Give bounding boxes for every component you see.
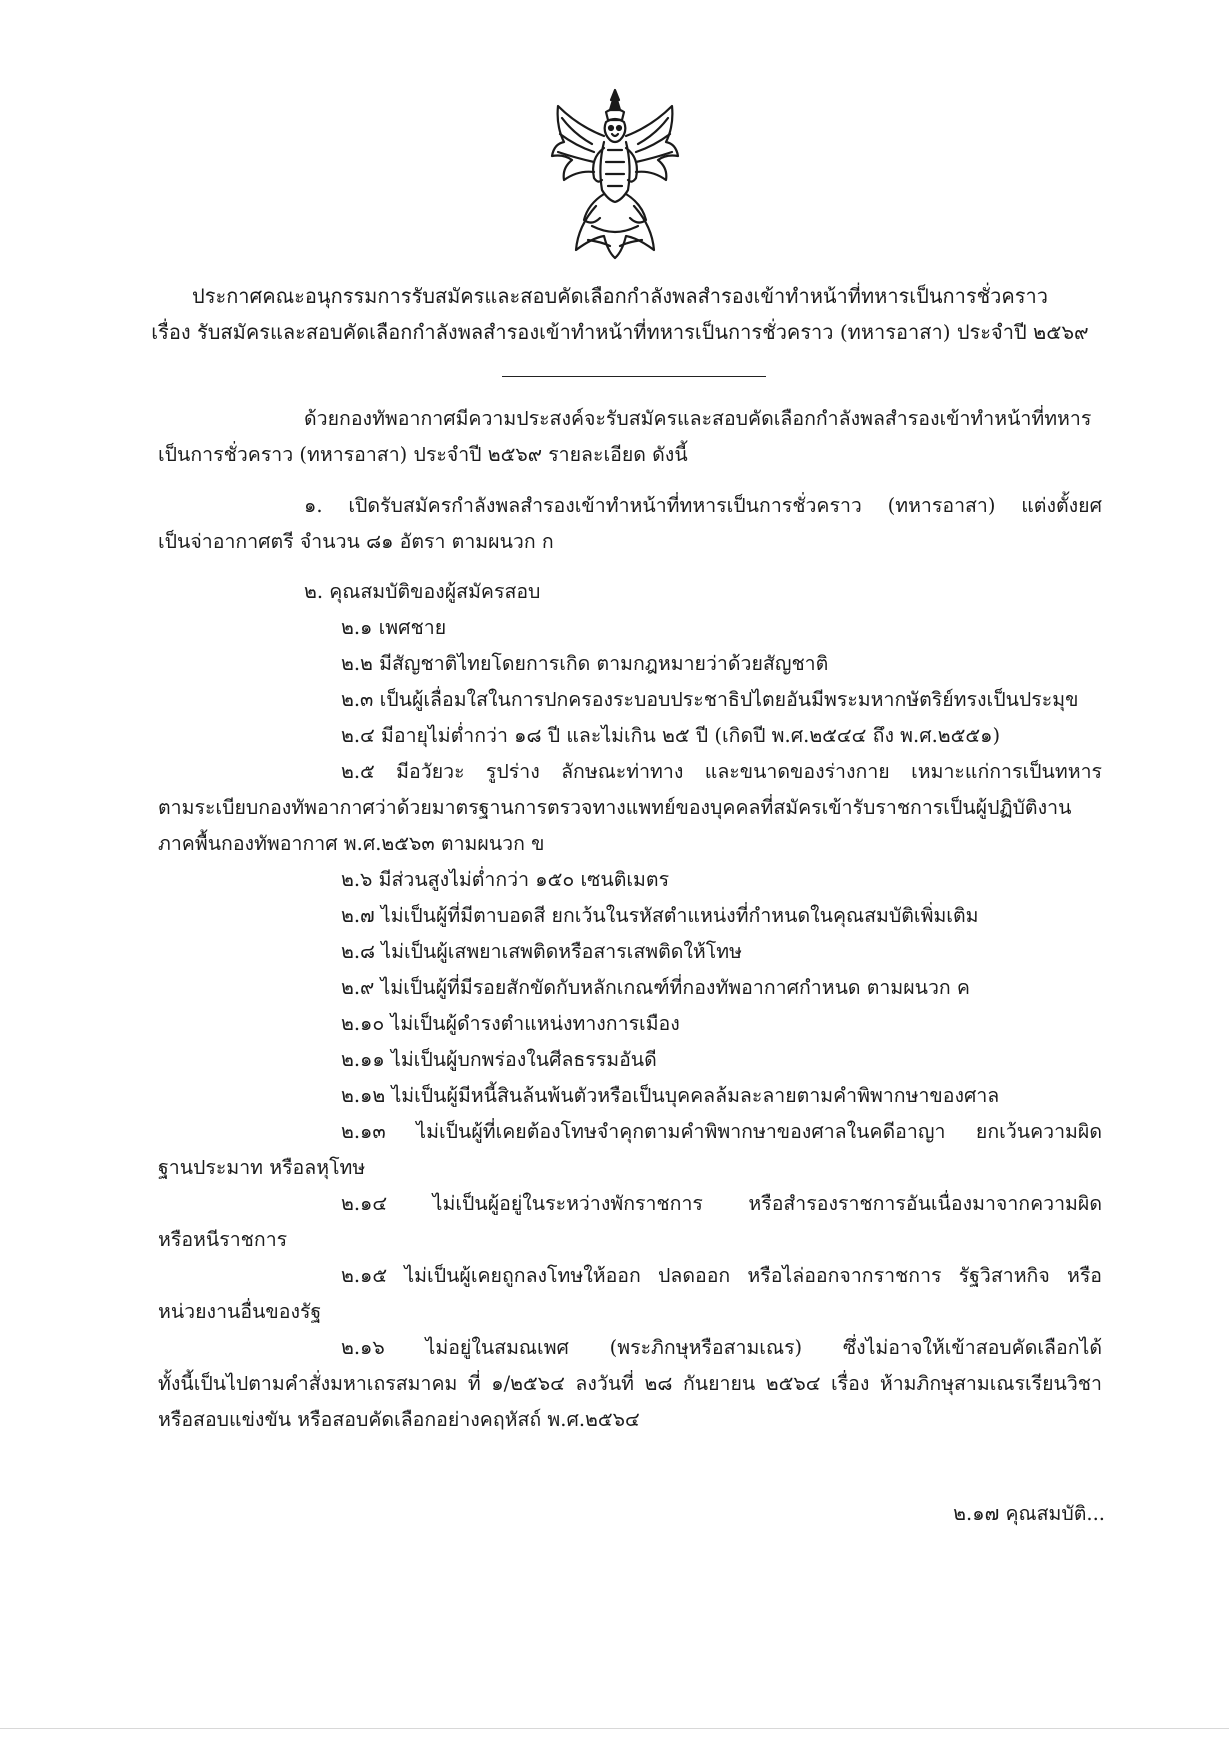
qualification-item-continuation: ภาคพื้นกองทัพอากาศ พ.ศ.๒๕๖๓ ตามผนวก ข (158, 832, 545, 855)
qualification-item-continuation: ฐานประมาท หรือลหุโทษ (158, 1156, 366, 1179)
qualification-item: ๒.๙ ไม่เป็นผู้ที่มีรอยสักขัดกับหลักเกณฑ์ที่กองทัพอากาศกำหนด ตามผนวก ค (341, 976, 970, 999)
qualification-item: ๒.๗ ไม่เป็นผู้ที่มีตาบอดสี ยกเว้นในรหัสตำแหน่งที่กำหนดในคุณสมบัติเพิ่มเติม (341, 904, 979, 927)
qualification-item-continuation: ตามระเบียบกองทัพอากาศว่าด้วยมาตรฐานการตรวจทางแพทย์ของบุคคลที่สมัครเข้ารับราชการเป็นผู้ปฏิบัติงาน (158, 796, 1072, 819)
page-continuation-note: ๒.๑๗ คุณสมบัติ... (953, 1502, 1105, 1525)
section1-line-1: ๑. เปิดรับสมัครกำลังพลสำรองเข้าทำหน้าที่ทหารเป็นการชั่วคราว (ทหารอาสา) แต่งตั้งยศ (304, 494, 1102, 517)
qualification-item: ๒.๓ เป็นผู้เลื่อมใสในการปกครองระบอบประชาธิปไตยอันมีพระมหากษัตริย์ทรงเป็นประมุข (341, 688, 1079, 711)
qualification-item: ๒.๕ มีอวัยวะ รูปร่าง ลักษณะท่าทาง และขนาดของร่างกาย เหมาะแก่การเป็นทหาร (341, 760, 1102, 783)
qualification-item: ๒.๑๓ ไม่เป็นผู้ที่เคยต้องโทษจำคุกตามคำพิพากษาของศาลในคดีอาญา ยกเว้นความผิด (341, 1120, 1102, 1143)
qualification-item: ๒.๖ มีส่วนสูงไม่ต่ำกว่า ๑๕๐ เซนติเมตร (341, 868, 670, 891)
qualification-item-continuation: หรือสอบแข่งขัน หรือสอบคัดเลือกอย่างคฤหัสถ์ พ.ศ.๒๕๖๔ (158, 1408, 640, 1431)
qualification-item: ๒.๑๒ ไม่เป็นผู้มีหนี้สินล้นพ้นตัวหรือเป็นบุคคลล้มละลายตามคำพิพากษาของศาล (341, 1084, 1000, 1107)
document-subject: เรื่อง รับสมัครและสอบคัดเลือกกำลังพลสำรองเข้าทำหน้าที่ทหารเป็นการชั่วคราว (ทหารอาสา) ประจำปี ๒๕๖๙ (151, 320, 1089, 344)
section2-heading: ๒. คุณสมบัติของผู้สมัครสอบ (304, 580, 541, 603)
document-title: ประกาศคณะอนุกรรมการรับสมัครและสอบคัดเลือกกำลังพลสำรองเข้าทำหน้าที่ทหารเป็นการชั่วคราว (192, 284, 1048, 308)
qualification-item: ๒.๑๑ ไม่เป็นผู้บกพร่องในศีลธรรมอันดี (341, 1048, 657, 1071)
qualification-item-continuation: หน่วยงานอื่นของรัฐ (158, 1300, 322, 1323)
qualification-item: ๒.๑๐ ไม่เป็นผู้ดำรงตำแหน่งทางการเมือง (341, 1012, 680, 1035)
page-bottom-edge (0, 1728, 1229, 1729)
qualification-item: ๒.๑๕ ไม่เป็นผู้เคยถูกลงโทษให้ออก ปลดออก หรือไล่ออกจากราชการ รัฐวิสาหกิจ หรือ (341, 1264, 1102, 1287)
section1-line-2: เป็นจ่าอากาศตรี จำนวน ๘๑ อัตรา ตามผนวก ก (158, 530, 554, 553)
qualification-item: ๒.๑ เพศชาย (341, 616, 447, 639)
qualification-item: ๒.๑๔ ไม่เป็นผู้อยู่ในระหว่างพักราชการ หรือสำรองราชการอันเนื่องมาจากความผิด (341, 1192, 1102, 1215)
qualification-item: ๒.๘ ไม่เป็นผู้เสพยาเสพติดหรือสารเสพติดให้โทษ (341, 940, 742, 963)
intro-line-1: ด้วยกองทัพอากาศมีความประสงค์จะรับสมัครและสอบคัดเลือกกำลังพลสำรองเข้าทำหน้าที่ทหาร (304, 407, 1092, 430)
garuda-emblem-icon (548, 86, 682, 260)
qualification-item-continuation: หรือหนีราชการ (158, 1228, 288, 1251)
intro-line-2: เป็นการชั่วคราว (ทหารอาสา) ประจำปี ๒๕๖๙ รายละเอียด ดังนี้ (158, 443, 688, 466)
title-divider (502, 376, 766, 377)
qualification-item: ๒.๑๖ ไม่อยู่ในสมณเพศ (พระภิกษุหรือสามเณร) ซึ่งไม่อาจให้เข้าสอบคัดเลือกได้ (341, 1336, 1102, 1359)
qualification-item: ๒.๔ มีอายุไม่ต่ำกว่า ๑๘ ปี และไม่เกิน ๒๕ ปี (เกิดปี พ.ศ.๒๕๔๔ ถึง พ.ศ.๒๕๕๑) (341, 724, 1001, 747)
qualification-item-continuation: ทั้งนี้เป็นไปตามคำสั่งมหาเถรสมาคม ที่ ๑/๒๕๖๔ ลงวันที่ ๒๘ กันยายน ๒๕๖๔ เรื่อง ห้ามภิกษุสามเณรเรียนวิชา (158, 1372, 1102, 1395)
qualification-item: ๒.๒ มีสัญชาติไทยโดยการเกิด ตามกฎหมายว่าด้วยสัญชาติ (341, 652, 829, 675)
